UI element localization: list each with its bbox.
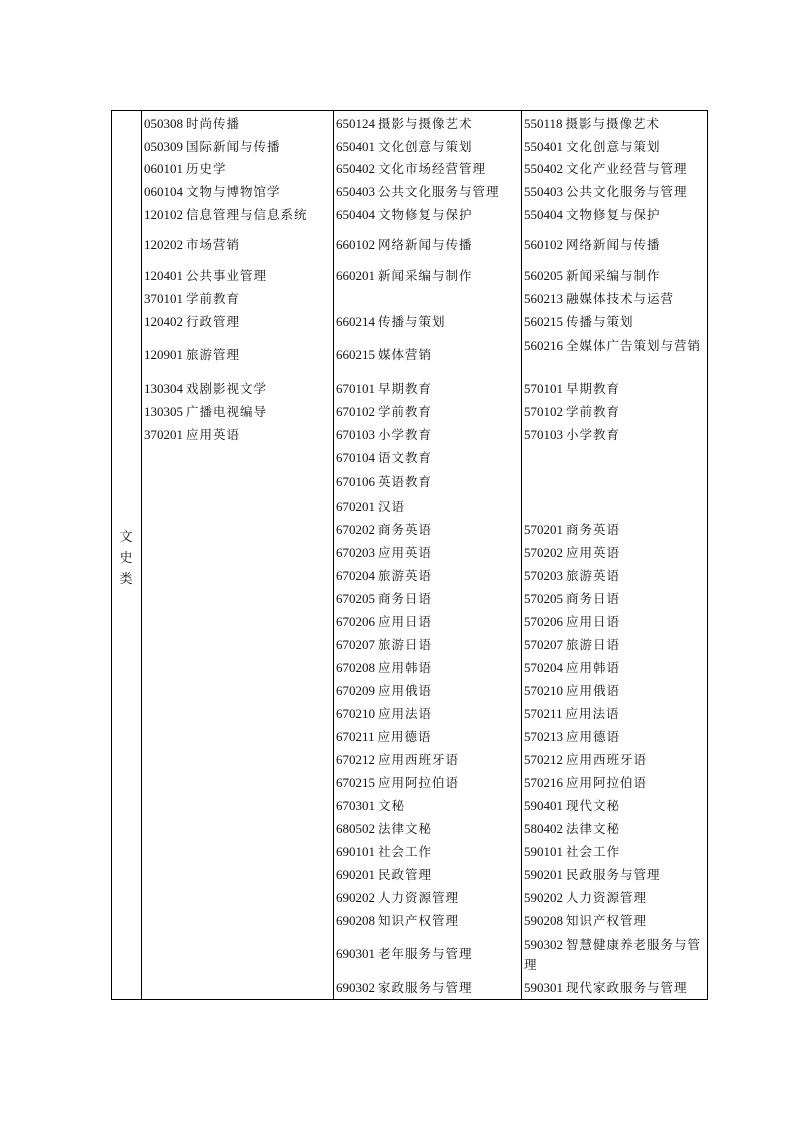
major-name: 小学教育 bbox=[378, 427, 433, 442]
major-code: 570206 bbox=[524, 614, 563, 629]
major-code: 560215 bbox=[524, 314, 563, 329]
table-cell bbox=[336, 499, 405, 515]
table-cell bbox=[524, 637, 620, 653]
major-code: 660102 bbox=[336, 237, 375, 252]
major-code: 690208 bbox=[336, 913, 375, 928]
major-code: 690202 bbox=[336, 890, 375, 905]
major-code: 590301 bbox=[524, 980, 563, 995]
major-name: 汉语 bbox=[378, 499, 406, 514]
table-cell bbox=[144, 427, 240, 443]
table-cell bbox=[524, 844, 620, 860]
table-cell bbox=[524, 291, 674, 307]
table-cell bbox=[336, 946, 473, 962]
major-code: 570210 bbox=[524, 683, 563, 698]
major-name: 应用英语 bbox=[186, 427, 241, 442]
table-cell bbox=[524, 336, 706, 356]
major-name: 公共文化服务与管理 bbox=[378, 184, 500, 199]
major-code: 120901 bbox=[144, 347, 183, 362]
major-name: 媒体营销 bbox=[378, 347, 433, 362]
major-code: 680502 bbox=[336, 821, 375, 836]
table-cell bbox=[524, 798, 620, 814]
table-cell bbox=[336, 347, 432, 363]
table-cell bbox=[524, 207, 661, 223]
major-code: 670106 bbox=[336, 474, 375, 489]
table-cell bbox=[336, 522, 432, 538]
major-code: 670207 bbox=[336, 637, 375, 652]
major-name: 旅游英语 bbox=[378, 568, 433, 583]
major-name: 学前教育 bbox=[378, 404, 433, 419]
major-name: 商务英语 bbox=[378, 522, 433, 537]
major-name: 社会工作 bbox=[378, 844, 433, 859]
major-code: 670209 bbox=[336, 683, 375, 698]
table-cell bbox=[336, 568, 432, 584]
major-code: 670201 bbox=[336, 499, 375, 514]
major-name: 时尚传播 bbox=[186, 116, 241, 131]
table-border-col2 bbox=[333, 110, 334, 1000]
major-code: 560102 bbox=[524, 237, 563, 252]
major-name: 应用法语 bbox=[378, 706, 433, 721]
major-code: 660201 bbox=[336, 268, 375, 283]
table-cell bbox=[336, 890, 459, 906]
table-cell bbox=[144, 237, 240, 253]
major-name: 传播与策划 bbox=[566, 314, 634, 329]
major-name: 广播电视编导 bbox=[186, 404, 268, 419]
table-cell bbox=[336, 683, 432, 699]
table-cell bbox=[144, 139, 281, 155]
major-code: 570204 bbox=[524, 660, 563, 675]
major-code: 670204 bbox=[336, 568, 375, 583]
major-name: 应用西班牙语 bbox=[378, 752, 460, 767]
major-name: 应用阿拉伯语 bbox=[566, 775, 648, 790]
major-code: 550404 bbox=[524, 207, 563, 222]
major-code: 650124 bbox=[336, 116, 375, 131]
table-cell bbox=[524, 522, 620, 538]
major-code: 670210 bbox=[336, 706, 375, 721]
table-cell bbox=[524, 890, 647, 906]
major-name: 语文教育 bbox=[378, 450, 433, 465]
major-code: 370101 bbox=[144, 291, 183, 306]
major-name: 现代家政服务与管理 bbox=[566, 980, 688, 995]
major-name: 公共事业管理 bbox=[186, 268, 268, 283]
major-code: 670203 bbox=[336, 545, 375, 560]
major-code: 580402 bbox=[524, 821, 563, 836]
major-code: 670205 bbox=[336, 591, 375, 606]
major-name: 新闻采编与制作 bbox=[378, 268, 473, 283]
major-name: 民政管理 bbox=[378, 867, 433, 882]
table-cell bbox=[524, 116, 660, 132]
major-name: 摄影与摄像艺术 bbox=[565, 116, 661, 131]
table-cell bbox=[336, 798, 405, 814]
major-code: 120202 bbox=[144, 237, 183, 252]
major-name: 社会工作 bbox=[566, 844, 621, 859]
major-code: 670208 bbox=[336, 660, 375, 675]
major-name: 应用俄语 bbox=[566, 683, 621, 698]
table-cell bbox=[336, 545, 432, 561]
major-name: 家政服务与管理 bbox=[378, 980, 473, 995]
table-cell bbox=[524, 775, 647, 791]
table-cell bbox=[336, 404, 432, 420]
major-code: 370201 bbox=[144, 427, 183, 442]
table-cell bbox=[524, 591, 620, 607]
major-code: 130304 bbox=[144, 381, 183, 396]
table-border-top bbox=[111, 110, 708, 111]
table-cell bbox=[336, 237, 473, 253]
major-code: 130305 bbox=[144, 404, 183, 419]
major-code: 670206 bbox=[336, 614, 375, 629]
table-cell bbox=[336, 427, 432, 443]
table-cell bbox=[144, 116, 240, 132]
major-code: 570101 bbox=[524, 381, 563, 396]
major-code: 050309 bbox=[144, 139, 183, 154]
major-name: 旅游管理 bbox=[186, 347, 241, 362]
table-cell bbox=[144, 268, 267, 284]
major-name: 应用英语 bbox=[566, 545, 621, 560]
table-cell bbox=[524, 980, 688, 996]
major-name: 人力资源管理 bbox=[566, 890, 648, 905]
table-cell bbox=[336, 844, 432, 860]
major-code: 650404 bbox=[336, 207, 375, 222]
major-code: 650401 bbox=[336, 139, 375, 154]
major-name: 智慧健康养老服务与管理 bbox=[524, 937, 702, 972]
major-name: 现代文秘 bbox=[566, 798, 621, 813]
major-code: 670202 bbox=[336, 522, 375, 537]
major-code: 550401 bbox=[524, 139, 563, 154]
major-code: 670103 bbox=[336, 427, 375, 442]
major-code: 690302 bbox=[336, 980, 375, 995]
table-cell bbox=[524, 867, 661, 883]
table-border-right bbox=[707, 110, 708, 1000]
table-border-col1 bbox=[141, 110, 142, 1000]
table-cell bbox=[524, 161, 688, 177]
table-cell bbox=[524, 404, 620, 420]
major-code: 590302 bbox=[524, 937, 563, 952]
major-code: 570202 bbox=[524, 545, 563, 560]
major-code: 560205 bbox=[524, 268, 563, 283]
major-code: 670104 bbox=[336, 450, 375, 465]
table-cell bbox=[336, 474, 432, 490]
table-cell bbox=[336, 450, 432, 466]
major-name: 公共文化服务与管理 bbox=[566, 184, 688, 199]
major-code: 670301 bbox=[336, 798, 375, 813]
major-code: 120402 bbox=[144, 314, 183, 329]
table-cell bbox=[336, 139, 473, 155]
major-code: 670215 bbox=[336, 775, 375, 790]
major-name: 信息管理与信息系统 bbox=[186, 207, 308, 222]
major-name: 文物修复与保护 bbox=[378, 207, 473, 222]
major-name: 应用英语 bbox=[378, 545, 433, 560]
major-name: 历史学 bbox=[186, 161, 227, 176]
major-name: 法律文秘 bbox=[378, 821, 433, 836]
major-name: 全媒体广告策划与营销 bbox=[566, 338, 702, 353]
table-cell bbox=[336, 775, 459, 791]
major-name: 应用阿拉伯语 bbox=[378, 775, 460, 790]
major-name: 应用日语 bbox=[378, 614, 433, 629]
table-cell bbox=[524, 237, 661, 253]
major-code: 060104 bbox=[144, 184, 183, 199]
table-cell bbox=[336, 614, 432, 630]
table-cell bbox=[524, 706, 620, 722]
category-char: 史 bbox=[119, 551, 133, 566]
category-label bbox=[111, 527, 141, 590]
table-cell bbox=[524, 752, 647, 768]
major-code: 570205 bbox=[524, 591, 563, 606]
table-cell bbox=[524, 139, 661, 155]
major-name: 文秘 bbox=[378, 798, 406, 813]
major-code: 570203 bbox=[524, 568, 563, 583]
major-name: 新闻采编与制作 bbox=[566, 268, 661, 283]
major-name: 法律文秘 bbox=[566, 821, 621, 836]
major-name: 应用法语 bbox=[565, 706, 620, 721]
major-name: 学前教育 bbox=[566, 404, 621, 419]
major-name: 融媒体技术与运营 bbox=[566, 291, 675, 306]
major-name: 商务日语 bbox=[566, 591, 621, 606]
table-cell bbox=[336, 314, 446, 330]
table-cell bbox=[336, 660, 432, 676]
major-name: 应用西班牙语 bbox=[566, 752, 648, 767]
major-code: 590101 bbox=[524, 844, 563, 859]
table-cell bbox=[336, 591, 432, 607]
major-name: 早期教育 bbox=[378, 381, 433, 396]
table-cell bbox=[524, 913, 647, 929]
major-name: 应用俄语 bbox=[378, 683, 433, 698]
table-cell bbox=[524, 381, 620, 397]
category-char: 文 bbox=[119, 530, 133, 545]
major-code: 690101 bbox=[336, 844, 375, 859]
major-code: 690201 bbox=[336, 867, 375, 882]
major-name: 应用日语 bbox=[566, 614, 621, 629]
major-name: 应用德语 bbox=[377, 729, 432, 744]
major-code: 590401 bbox=[524, 798, 563, 813]
major-code: 650403 bbox=[336, 184, 375, 199]
table-cell bbox=[336, 867, 432, 883]
table-cell bbox=[336, 821, 432, 837]
major-code: 650402 bbox=[336, 161, 375, 176]
table-border-bottom bbox=[111, 999, 708, 1000]
major-name: 商务英语 bbox=[566, 522, 621, 537]
table-cell bbox=[336, 268, 473, 284]
major-name: 传播与策划 bbox=[378, 314, 446, 329]
major-name: 市场营销 bbox=[186, 237, 241, 252]
major-code: 590202 bbox=[524, 890, 563, 905]
major-code: 660214 bbox=[336, 314, 375, 329]
major-name: 国际新闻与传播 bbox=[186, 139, 281, 154]
major-name: 老年服务与管理 bbox=[378, 946, 473, 961]
table-cell bbox=[524, 314, 634, 330]
major-name: 文化创意与策划 bbox=[566, 139, 661, 154]
major-name: 旅游日语 bbox=[566, 637, 621, 652]
major-code: 660215 bbox=[336, 347, 375, 362]
major-name: 文物修复与保护 bbox=[566, 207, 661, 222]
table-cell bbox=[524, 268, 661, 284]
major-code: 120401 bbox=[144, 268, 183, 283]
table-cell bbox=[524, 614, 620, 630]
major-code: 560216 bbox=[524, 338, 563, 353]
major-code: 570212 bbox=[524, 752, 563, 767]
major-name: 小学教育 bbox=[566, 427, 621, 442]
table-cell bbox=[524, 729, 620, 745]
table-cell bbox=[524, 660, 620, 676]
table-cell bbox=[144, 381, 267, 397]
major-code: 570207 bbox=[524, 637, 563, 652]
table-cell bbox=[524, 821, 620, 837]
major-code: 550403 bbox=[524, 184, 563, 199]
major-code: 570213 bbox=[524, 729, 563, 744]
table-cell bbox=[336, 706, 432, 722]
table-cell bbox=[524, 184, 688, 200]
table-cell bbox=[336, 913, 459, 929]
table-cell bbox=[336, 207, 473, 223]
major-name: 网络新闻与传播 bbox=[566, 237, 661, 252]
major-name: 知识产权管理 bbox=[378, 913, 460, 928]
major-name: 文物与博物馆学 bbox=[186, 184, 281, 199]
major-name: 学前教育 bbox=[186, 291, 241, 306]
major-code: 570102 bbox=[524, 404, 563, 419]
table-cell bbox=[336, 637, 432, 653]
table-cell bbox=[144, 347, 240, 363]
major-code: 570201 bbox=[524, 522, 563, 537]
major-name: 人力资源管理 bbox=[378, 890, 460, 905]
table-cell bbox=[144, 161, 227, 177]
major-name: 旅游日语 bbox=[378, 637, 433, 652]
major-code: 590201 bbox=[524, 867, 563, 882]
major-name: 民政服务与管理 bbox=[566, 867, 661, 882]
table-cell bbox=[144, 314, 240, 330]
major-code: 120102 bbox=[144, 207, 183, 222]
major-name: 文化产业经营与管理 bbox=[566, 161, 688, 176]
major-name: 行政管理 bbox=[186, 314, 241, 329]
table-cell bbox=[524, 427, 620, 443]
major-code: 670211 bbox=[336, 729, 375, 744]
major-code: 670101 bbox=[336, 381, 375, 396]
table-cell bbox=[524, 935, 706, 975]
table-cell bbox=[336, 116, 473, 132]
major-name: 知识产权管理 bbox=[566, 913, 648, 928]
table-cell bbox=[336, 184, 500, 200]
table-cell bbox=[336, 729, 432, 745]
major-name: 旅游英语 bbox=[566, 568, 621, 583]
table-cell bbox=[524, 568, 620, 584]
major-name: 文化市场经营管理 bbox=[378, 161, 487, 176]
table-cell bbox=[524, 545, 620, 561]
major-code: 670102 bbox=[336, 404, 375, 419]
table-cell bbox=[524, 683, 620, 699]
major-code: 690301 bbox=[336, 946, 375, 961]
major-name: 商务日语 bbox=[378, 591, 433, 606]
major-code: 570216 bbox=[524, 775, 563, 790]
major-code: 060101 bbox=[144, 161, 183, 176]
major-name: 摄影与摄像艺术 bbox=[378, 116, 473, 131]
major-code: 550402 bbox=[524, 161, 563, 176]
table-cell bbox=[144, 207, 308, 223]
table-cell bbox=[336, 381, 432, 397]
major-code: 570211 bbox=[524, 706, 563, 721]
table-border-col3 bbox=[521, 110, 522, 1000]
major-code: 590208 bbox=[524, 913, 563, 928]
category-char: 类 bbox=[119, 572, 133, 587]
major-name: 网络新闻与传播 bbox=[378, 237, 473, 252]
table-cell bbox=[336, 980, 473, 996]
table-cell bbox=[144, 291, 240, 307]
table-cell bbox=[336, 161, 486, 177]
table-cell bbox=[336, 752, 459, 768]
table-cell bbox=[144, 184, 281, 200]
major-code: 670212 bbox=[336, 752, 375, 767]
table-cell bbox=[144, 404, 267, 420]
major-name: 文化创意与策划 bbox=[378, 139, 473, 154]
major-name: 早期教育 bbox=[566, 381, 621, 396]
major-name: 英语教育 bbox=[378, 474, 433, 489]
major-code: 560213 bbox=[524, 291, 563, 306]
major-code: 050308 bbox=[144, 116, 183, 131]
major-name: 应用韩语 bbox=[378, 660, 433, 675]
major-code: 550118 bbox=[524, 116, 563, 131]
major-code: 570103 bbox=[524, 427, 563, 442]
major-name: 应用德语 bbox=[566, 729, 621, 744]
major-name: 应用韩语 bbox=[566, 660, 621, 675]
major-name: 戏剧影视文学 bbox=[186, 381, 268, 396]
